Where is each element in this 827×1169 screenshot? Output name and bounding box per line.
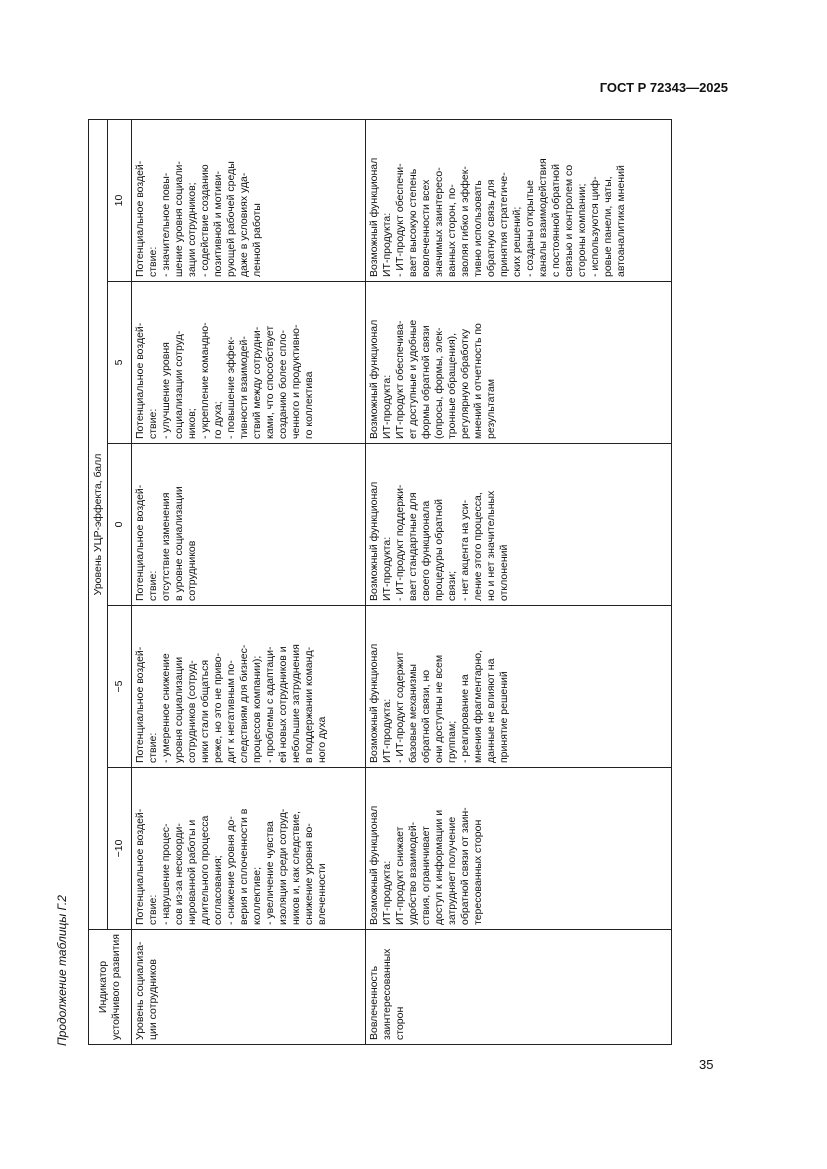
table-cell: Потенциальное воздей- ствие: отсутствие изменения в уровне социализации сотрудников	[132, 444, 366, 606]
standard-number: ГОСТ Р 72343—2025	[599, 80, 728, 95]
table-cell: Возможный функционал ИТ-продукта: ИТ-продукт снижает удобство взаимодей- ствия, ограничивает доступ к информации и затрудняет получение обратной связи от заин- тересованных сторон	[366, 768, 672, 930]
table-row	[132, 119, 366, 1044]
score-header: 10	[108, 119, 132, 281]
table-cell: Потенциальное воздей- ствие: - значительное повы- шение уровня социали- зации сотрудников; - содействие созданию позитивной и мотиви- рующей рабочей среды даже в условиях уда- ленной работы	[132, 119, 366, 281]
score-header: −10	[108, 768, 132, 930]
page-number: 35	[699, 1057, 714, 1072]
table-cell: Возможный функционал ИТ-продукта: - ИТ-продукт содержит базовые механизмы обратной связи, но они доступны не всем группам; - реагирование на мнения фрагментарно, данные не влияют на принятие решений	[366, 606, 672, 768]
indicator-name: Уровень социализа- ции сотрудников	[132, 930, 366, 1045]
indicator-column-header: Индикатор устойчивого развития	[89, 930, 132, 1045]
score-header: 0	[108, 444, 132, 606]
score-header: 5	[108, 282, 132, 444]
table-cell: Возможный функционал ИТ-продукта: - ИТ-продукт поддержи- вает стандартные для своего функционала процедуры обратной связи; - нет акцента на уси- ление этого процесса, но и нет значительных отклонений	[366, 444, 672, 606]
table-cell: Возможный функционал ИТ-продукта: - ИТ-продукт обеспечи- вает высокую степень вовлеченности всех значимых заинтересо- ванных сторон, по- зволяя гибко и эффек- тивно использовать обратную связь для принятия стратегиче- ских решений; - созданы открытые каналы взаимодействия с постоянной обратной связью и контролем со стороны компании; - используются циф- ровые панели, чаты, автоаналитика мнений	[366, 119, 672, 281]
table-cell: Потенциальное воздей- ствие: - улучшение уровня социализации сотруд- ников; - укрепление командно- го духа; - повышение эффек- тивности взаимодей- ствий между сотрудни- ками, что способствует созданию более спло- ченного и продуктивно- го коллектива	[132, 282, 366, 444]
indicator-table	[88, 119, 672, 1045]
table-cell: Потенциальное воздей- ствие: - нарушение процес- сов из-за нескоорди- нированной работы и длительного процесса согласования; - снижение уровня до- верия и сплоченности в коллективе; - увеличение чувства изоляции среди сотруд- ников и, как следствие, снижение уровня во- влеченности	[132, 768, 366, 930]
rotated-table-wrapper	[88, 120, 672, 1045]
table-row	[366, 119, 672, 1044]
table-cell: Возможный функционал ИТ-продукта: ИТ-продукт обеспечива- ет доступные и удобные формы обратной связи (опросы, формы, элек- тронные обращения), регулярную обработку мнений и отчетность по результатам	[366, 282, 672, 444]
table-caption: Продолжение таблицы Г.2	[55, 895, 69, 1046]
table-cell: Потенциальное воздей- ствие: - умеренное снижение уровня социализации сотрудников (сотруд- ники стали общаться реже, но это не приво- дит к негативным по- следствиям для бизнес- процессов компании); - проблемы с адаптаци- ей новых сотрудников и небольшие затруднения в поддержании команд- ного духа	[132, 606, 366, 768]
indicator-name: Вовлеченность заинтересованных сторон	[366, 930, 672, 1045]
level-group-header: Уровень УЦР-эффекта, балл	[89, 119, 108, 929]
score-header: −5	[108, 606, 132, 768]
